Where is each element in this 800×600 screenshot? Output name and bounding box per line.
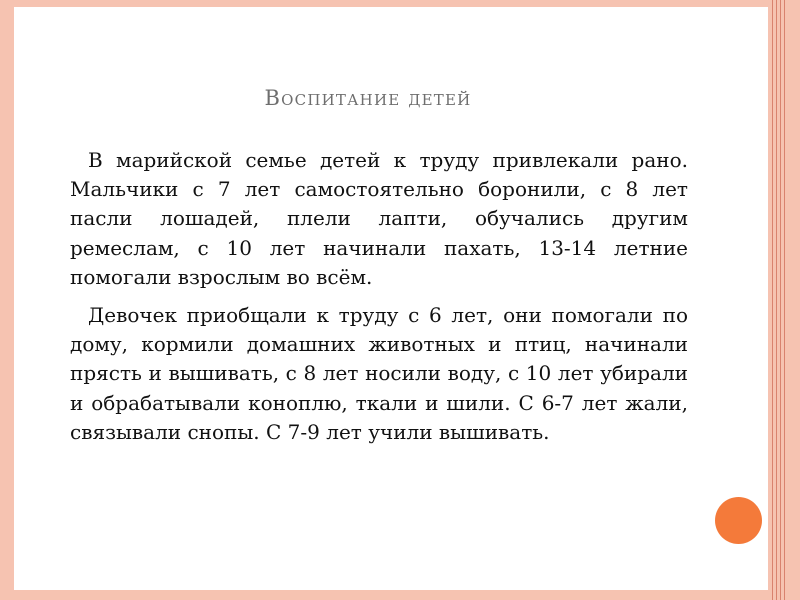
slide-border-top (0, 0, 800, 7)
slide-body-text (70, 146, 688, 456)
decorative-rail-line (784, 0, 785, 600)
decorative-rail-line (780, 0, 781, 600)
paragraph-boys: В марийской семье детей к труду привлекали рано. Мальчики с 7 лет самостоятельно боронили, с 8 лет пасли лошадей, плели лапти, обучались другим ремеслам, с 10 лет начинали пахать, 13-14 летние помогали взрослым во всём. (70, 148, 688, 289)
paragraph-girls: Девочек приобщали к труду с 6 лет, они помогали по дому, кормили домашних животных и птиц, начинали прясть и вышивать, с 8 лет носили воду, с 10 лет убирали и обрабатывали коноплю, ткали и шили. С 6-7 лет жали, связывали снопы. С 7-9 лет учили вышивать. (70, 303, 688, 444)
orange-circle-icon (715, 497, 762, 544)
decorative-rail-line (772, 0, 773, 600)
decorative-rail-line (776, 0, 777, 600)
slide-border-left (0, 0, 14, 600)
slide-title: Воспитание детей (264, 86, 472, 110)
slide-border-bottom (0, 590, 800, 600)
